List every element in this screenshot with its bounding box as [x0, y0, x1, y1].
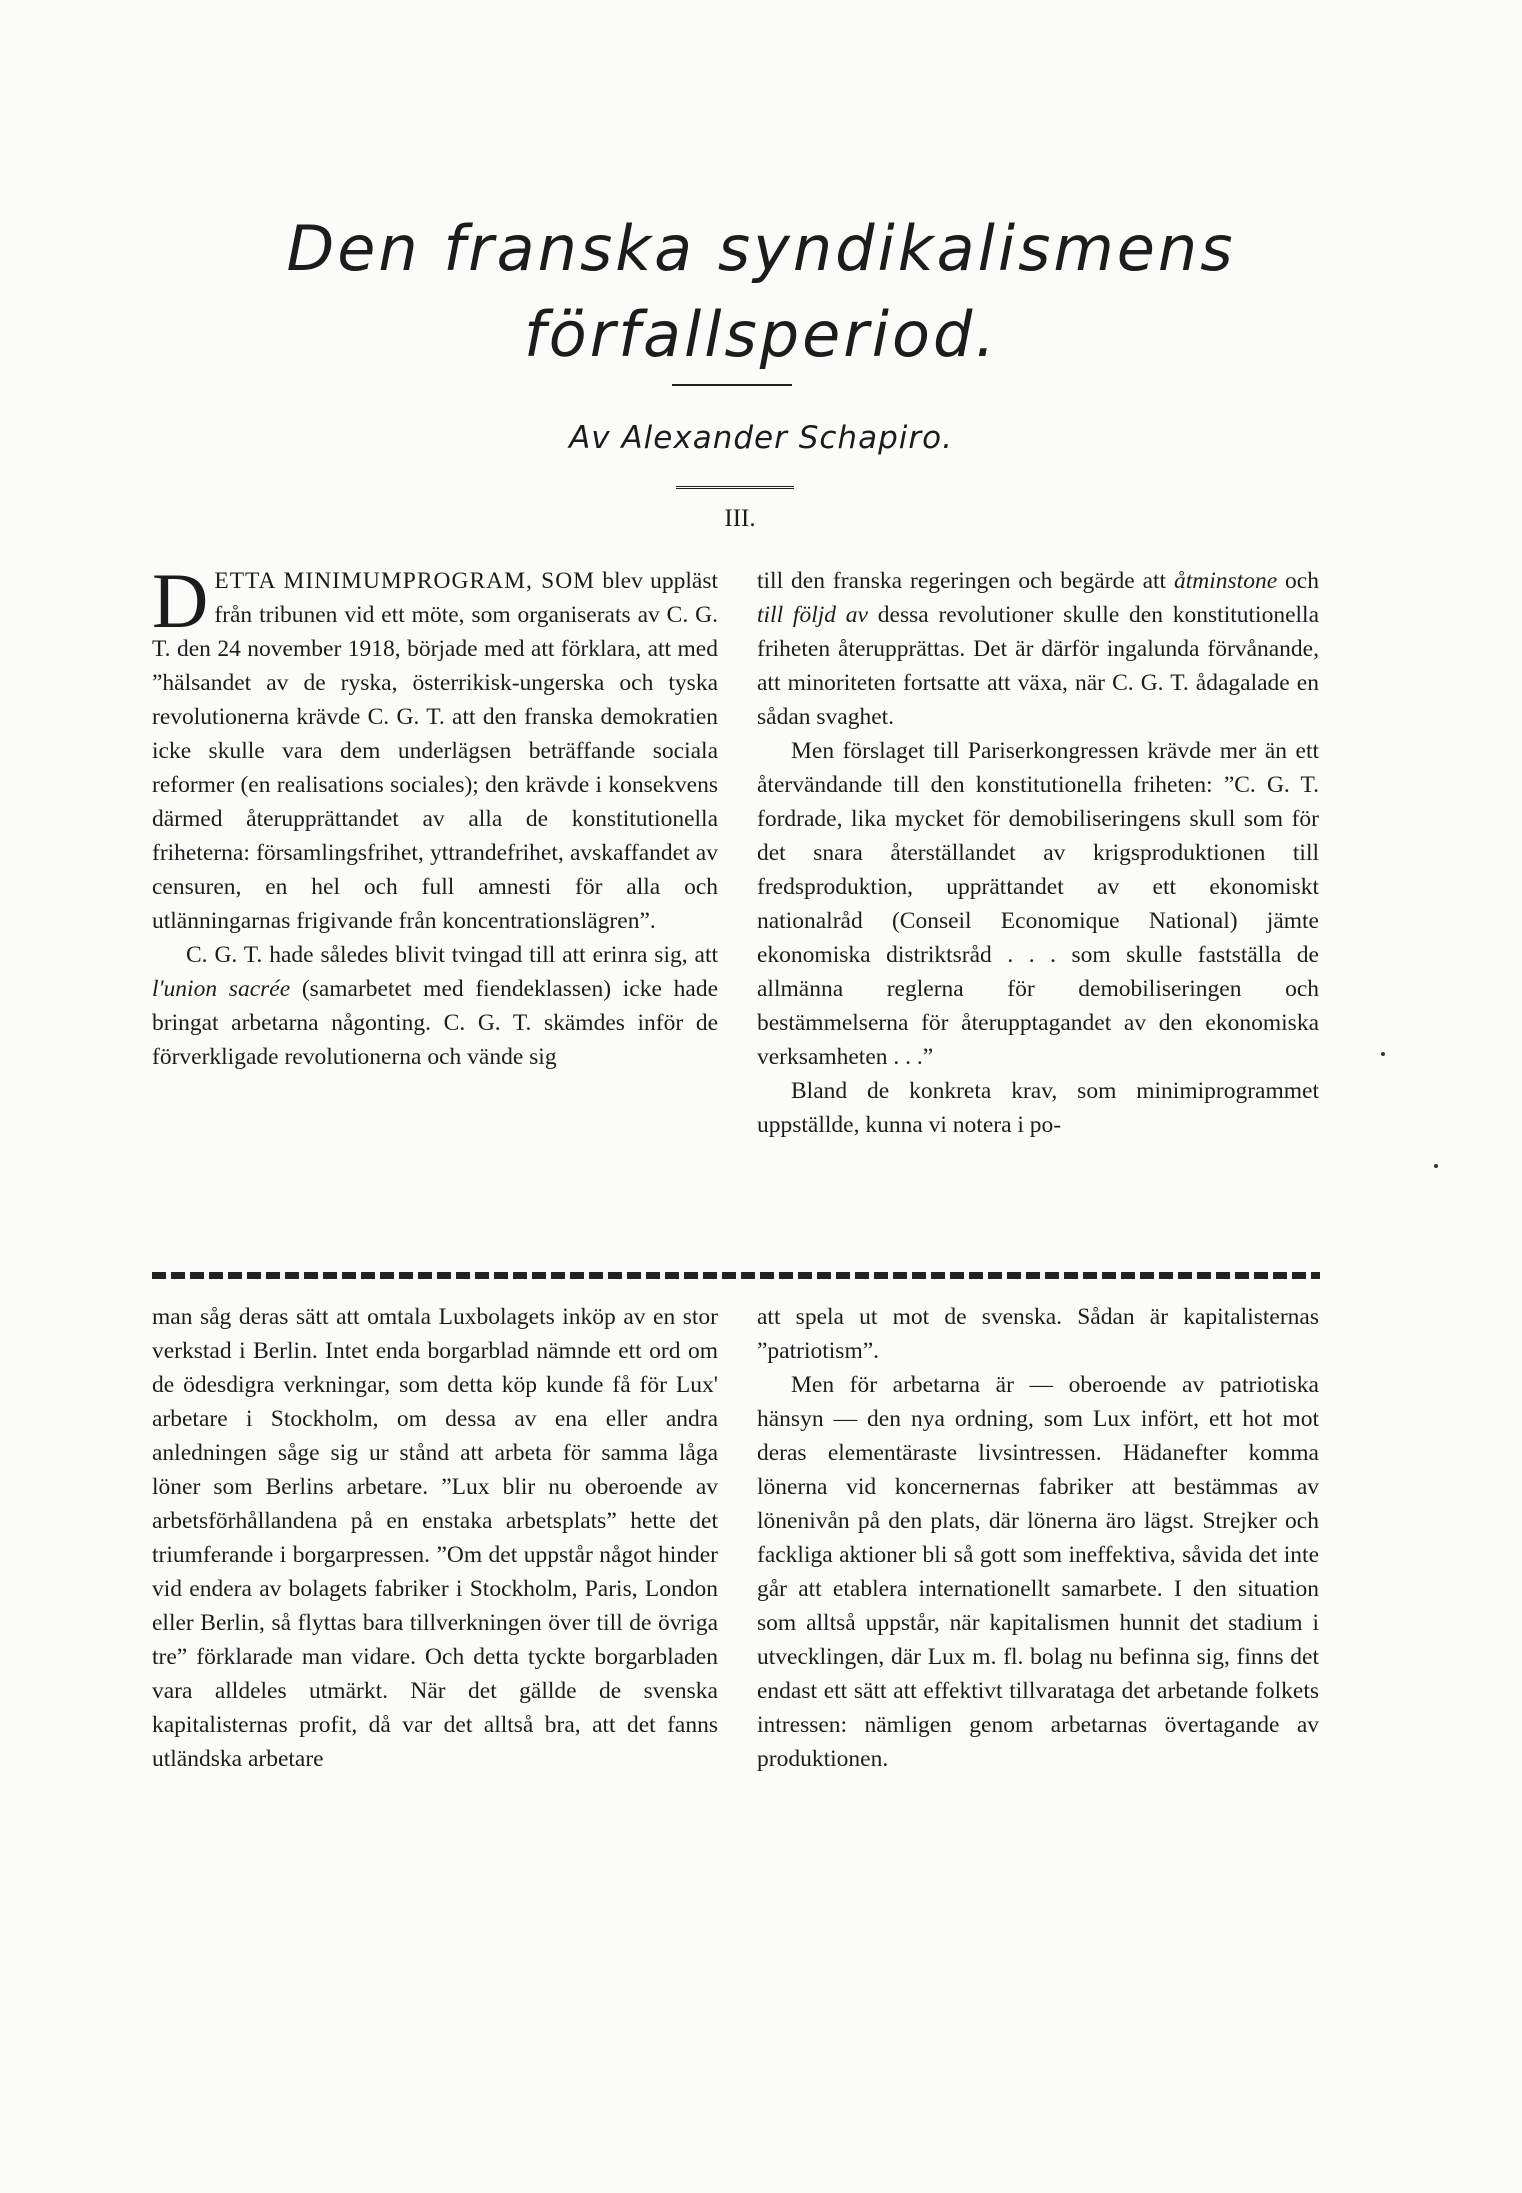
part-number: III.: [724, 505, 756, 532]
section-separator: [152, 1272, 1320, 1279]
paragraph: Men förslaget till Pariserkongressen krävde mer än ett återvändande till den konstitutionella friheten: ”C. G. T. fordrade, lika mycket för demobiliseringens skull som för det snara återställandet av krigsproduktionen till fredsproduktion, upprättandet av ett ekonomiskt nationalråd (Conseil Economique National) jämte ekonomiska distriktsråd . . . som skulle fastställa de allmänna reglerna för demobiliseringen och bestämmelserna för återupptagandet av den ekonomiska verksamheten . . .”: [757, 738, 1319, 1070]
paragraph: [757, 564, 1319, 734]
paragraph: man såg deras sätt att omtala Luxbolagets inköp av en stor verkstad i Berlin. Intet enda borgarblad nämnde ett ord om de ödesdigra verkningar, som detta köp kunde få för Lux' arbetare i Stockholm, om dessa av ena eller andra anledningen såge sig ur stånd att arbeta för samma låga löner som Berlins arbetare. ”Lux blir nu oberoende av arbetsförhållandena på en enstaka arbetsplats” hette det triumferande i borgarpressen. ”Om det uppstår något hinder vid endera av bolagets fabriker i Stockholm, Paris, London eller Berlin, så flyttas bara tillverkningen över till de övriga tre” förklarade man vidare. Och detta tyckte borgarbladen vara alldeles utmärkt. När det gällde de svenska kapitalisternas profit, då var det alltså bra, att det fanns utländska arbetare: [152, 1304, 718, 1772]
title-rule: [672, 384, 792, 386]
italic-phrase: till följd av: [757, 602, 868, 628]
italic-phrase: åtminstone: [1173, 568, 1278, 594]
paragraph: [152, 557, 718, 938]
italic-phrase: l'union sacrée: [152, 976, 291, 1002]
article-title: [0, 206, 1522, 378]
paragraph-text: (samarbetet med fiendeklassen) icke hade bringat arbetarna någonting. C. G. T. skämdes inför de förverkligade revolutionerna och vände sig: [152, 976, 718, 1070]
upper-right-column: [757, 564, 1319, 1142]
author-byline: Av Alexander Schapiro.: [569, 420, 953, 456]
paragraph-text: till den franska regeringen och begärde att: [757, 568, 1174, 594]
paragraph: Men för arbetarna är — oberoende av patriotiska hänsyn — den nya ordning, som Lux infört, ett hot mot deras elementäraste livsintressen. Hädanefter komma lönerna vid koncernernas fabriker att bestämmas av lönenivån på den plats, där lönerna äro lägst. Strejker och fackliga aktioner bli så gott som ineffektiva, såvida det inte går att etablera internationellt samarbete. I den situation som alltså uppstår, när kapitalismen hunnit det stadium i utvecklingen, där Lux m. fl. bolag nu befinna sig, finns det endast ett sätt att effektivt tillvarataga det arbetande folkets intressen: nämligen genom arbetarnas övertagande av produktionen.: [757, 1372, 1319, 1772]
article-title-line-2: förfallsperiod.: [523, 298, 999, 371]
lower-right-column: [757, 1300, 1319, 1776]
upper-left-column: [152, 557, 718, 1074]
article-title-line-1: Den franska syndikalismens: [286, 212, 1236, 285]
scan-speck: [1381, 1052, 1385, 1056]
paragraph-text: C. G. T. hade således blivit tvingad till att erinra sig, att: [186, 942, 718, 968]
author-rule: [676, 486, 794, 489]
paragraph-text: blev uppläst från tribunen vid ett möte, som organiserats av C. G. T. den 24 november 1918, började med att förklara, att med ”hälsandet av de ryska, österrikisk-ungerska och tyska revolutionerna krävde C. G. T. att den franska demokratien icke skulle vara dem underlägsen beträffande sociala reformer (en realisations sociales); den krävde i konsekvens därmed återupprättandet av alla de konstitutionella friheterna: församlingsfrihet, yttrandefrihet, avskaffandet av censuren, en hel och full amnesti för alla och utlänningarnas frigivande från koncentrationslägren”.: [152, 568, 718, 934]
scan-speck: [1434, 1164, 1438, 1168]
lead-in: ETTA MINIMUMPROGRAM, SOM: [214, 568, 596, 594]
lower-left-column: [152, 1300, 718, 1776]
paragraph: Bland de konkreta krav, som minimiprogrammet uppställde, kunna vi notera i po-: [757, 1078, 1319, 1138]
paragraph-text: dessa revolutioner skulle den konstitutionella friheten återupprättas. Det är därför ingalunda förvånande, att minoriteten fortsatte att växa, när C. G. T. ådagalade en sådan svaghet.: [757, 602, 1319, 730]
paragraph-text: och: [1277, 568, 1319, 594]
drop-cap: D: [152, 557, 209, 644]
paragraph: [152, 938, 718, 1074]
paragraph: att spela ut mot de svenska. Sådan är kapitalisternas ”patriotism”.: [757, 1304, 1319, 1364]
